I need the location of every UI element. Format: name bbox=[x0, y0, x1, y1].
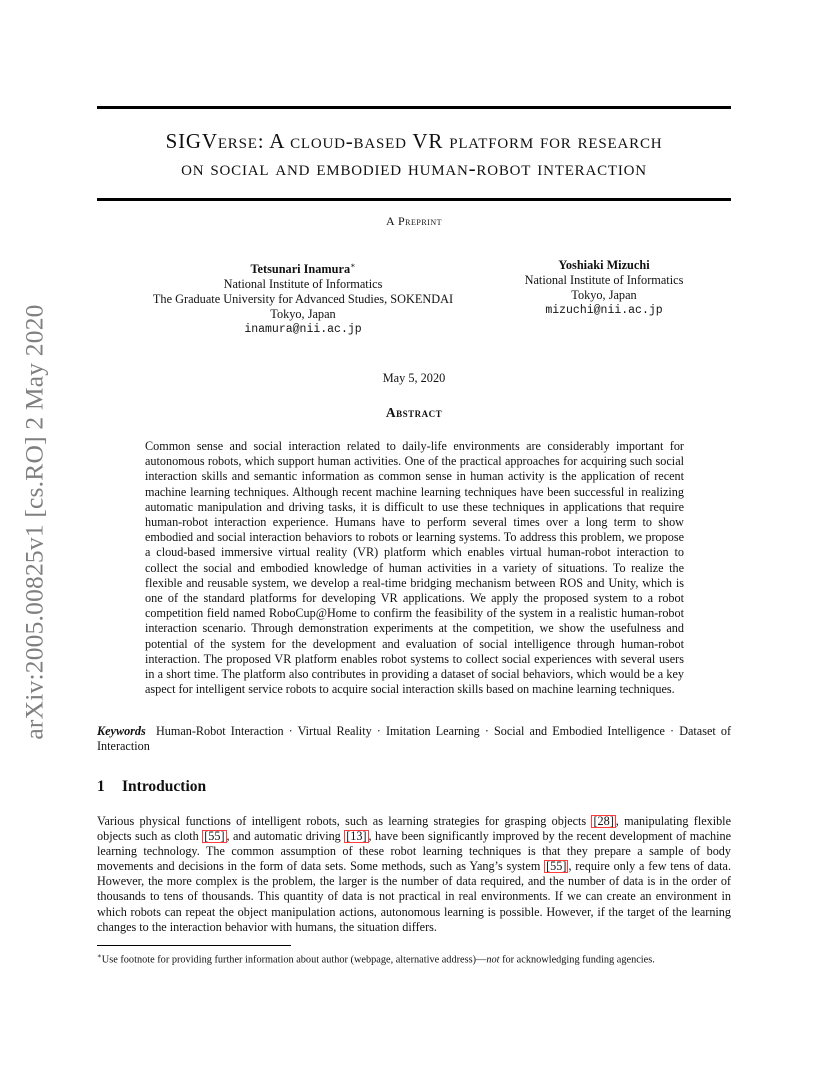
keywords-line bbox=[97, 724, 731, 754]
author-location: Tokyo, Japan bbox=[571, 288, 637, 302]
section-number: 1 bbox=[97, 778, 105, 795]
author-location: Tokyo, Japan bbox=[270, 307, 336, 322]
footnote-mark: ∗ bbox=[97, 952, 102, 960]
author-affiliation: The Graduate University for Advanced Studies, SOKENDAI bbox=[152, 292, 454, 307]
preprint-label: A Preprint bbox=[385, 214, 442, 228]
author-name: Yoshiaki Mizuchi bbox=[558, 258, 650, 272]
title-top-rule bbox=[97, 106, 731, 109]
author-block-2 bbox=[508, 258, 700, 318]
paper-date: May 5, 2020 bbox=[382, 371, 446, 385]
title-line-1: SIGVerse: A cloud-based VR platform for research bbox=[165, 129, 663, 153]
author-block-1 bbox=[118, 258, 488, 337]
arxiv-side-identifier bbox=[10, 284, 60, 759]
citation-link[interactable]: [13] bbox=[346, 829, 367, 844]
author-email[interactable]: inamura@nii.ac.jp bbox=[244, 323, 362, 337]
section-heading bbox=[97, 778, 206, 796]
title-line-2: on social and embodied human-robot interaction bbox=[181, 156, 647, 180]
abstract-heading: Abstract bbox=[385, 405, 443, 420]
author-email[interactable]: mizuchi@nii.ac.jp bbox=[545, 304, 663, 317]
footnote-rule bbox=[97, 945, 291, 946]
citation-link[interactable]: [28] bbox=[593, 814, 614, 828]
author-footnote-mark[interactable]: ∗ bbox=[350, 261, 356, 270]
abstract-text: Common sense and social interaction related to daily-life environments are considerably important for autonomous robots, which support human activities. One of the practical approaches for acquiring such social interaction skills and semantic information as common sense in human activity is the application of recent machine learning techniques. Although recent machine learning techniques have been successful in realizing automatic manipulation and driving tasks, it is difficult to use these techniques in applications that require human-robot interaction experience. Humans have to perform several times over a long term to show embodied and social interaction behaviors to robots or learning systems. To address this problem, we propose a cloud-based immersive virtual reality (VR) platform which enables virtual human-robot interaction to collect the social and embodied knowledge of human activities in a variety of situations. To realize the flexible and reusable system, we develop a real-time bridging mechanism between ROS and Unity, which is one of the standard platforms for developing VR applications. We apply the proposed system to a robot competition field named RoboCup@Home to confirm the feasibility of the system in a realistic human-robot interaction scenario. Through demonstration experiments at the competition, we show the usefulness and potential of the system for the development and evaluation of social intelligence through human-robot interaction. The proposed VR platform enables robot systems to collect social experiences with several users in a short time. The platform also contributes in providing a dataset of social behaviors, which would be a key aspect for intelligent service robots to acquire social interaction skills based on machine learning techniques. bbox=[145, 439, 684, 697]
title-bottom-rule bbox=[97, 198, 731, 201]
citation-link[interactable]: [55] bbox=[204, 829, 225, 844]
author-affiliation: National Institute of Informatics bbox=[223, 277, 383, 292]
section-title: Introduction bbox=[122, 778, 207, 795]
introduction-paragraph: Various physical functions of intelligent robots, such as learning strategies for grasping objects [28] , manipulating flexible objects such as cloth [55] , and automatic driving [13] , have been significantly improved by the recent development of machine learning technology. The common assumption of these robot learning techniques is that they prepare a sample of body movements and decisions in the form of data sets. Some methods, such as Yang’s system [55] , require only a few tens of data. However, the more complex is the problem, the larger is the number of data required, and the number of data is in the order of thousands to tens of thousands. This quantity of data is not practical in real environments. If we can create an environment in which robots can repeat the object manipulation actions, autonomous learning is possible. However, if the target of the learning changes to the interaction behavior with humans, the situation differs. bbox=[97, 814, 731, 934]
footnote: ∗Use footnote for providing further information about author (webpage, alternative address)—not for acknowledging funding agencies. bbox=[97, 952, 655, 966]
keywords-label: Keywords bbox=[97, 724, 146, 738]
citation-link[interactable]: [55] bbox=[546, 859, 567, 874]
arxiv-id-text: arXiv:2005.00825v1 [cs.RO] 2 May 2020 bbox=[20, 303, 49, 740]
author-affiliation: National Institute of Informatics bbox=[524, 273, 684, 287]
paper-title bbox=[97, 128, 731, 182]
author-name: Tetsunari Inamura∗ bbox=[250, 261, 356, 277]
keywords-list: Human-Robot Interaction · Virtual Reality · Imitation Learning · Social and Embodied Intelligence · Dataset of Interaction bbox=[97, 724, 732, 754]
